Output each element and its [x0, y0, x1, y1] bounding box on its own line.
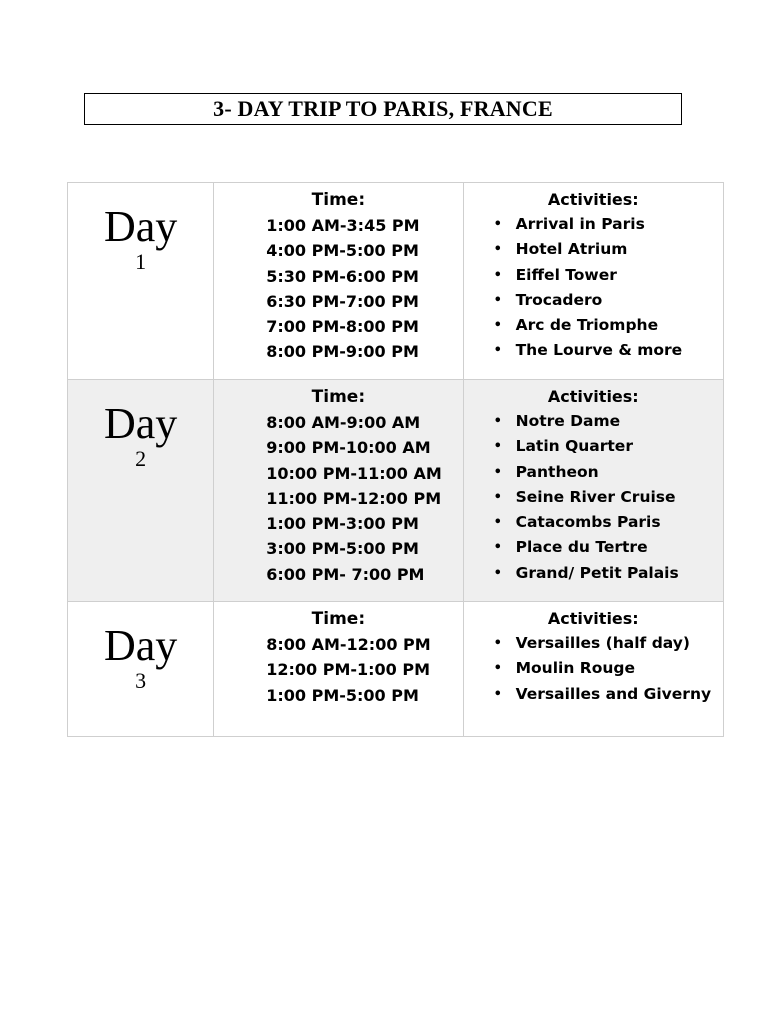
activity-item	[464, 631, 723, 656]
time-slot: 8:00 PM-9:00 PM	[266, 342, 419, 362]
time-cell	[214, 183, 463, 380]
activity-label: Eiffel Tower	[515, 265, 617, 284]
time-slot: 6:00 PM- 7:00 PM	[266, 564, 425, 584]
activity-label: Versailles and Giverny	[515, 684, 712, 703]
activities-header: Activities:	[547, 190, 639, 209]
bullet-icon: •	[493, 661, 502, 677]
activity-item	[464, 510, 723, 535]
activity-item	[464, 212, 723, 237]
activities-cell	[463, 602, 723, 737]
time-header: Time:	[311, 609, 366, 629]
activities-cell	[463, 380, 723, 602]
day-number: 1	[135, 249, 147, 274]
bullet-icon: •	[493, 515, 502, 531]
time-slot: 7:00 PM-8:00 PM	[266, 317, 419, 337]
bullet-icon: •	[493, 318, 502, 334]
day-row	[68, 183, 724, 380]
activity-item	[464, 460, 723, 485]
activity-label: Place du Tertre	[515, 538, 648, 557]
activity-item	[464, 682, 723, 707]
time-slot: 10:00 PM-11:00 AM	[266, 463, 442, 483]
day-label: Day	[103, 202, 178, 251]
bullet-icon: •	[493, 242, 502, 258]
bullet-icon: •	[493, 489, 502, 505]
activity-item	[464, 535, 723, 560]
day-label: Day	[103, 399, 178, 448]
activities-header: Activities:	[547, 387, 639, 406]
activity-label: Catacombs Paris	[515, 513, 661, 532]
time-slot: 6:30 PM-7:00 PM	[266, 291, 419, 311]
activities-cell	[463, 183, 723, 380]
bullet-icon: •	[493, 217, 502, 232]
activity-item	[464, 656, 723, 681]
time-slot: 11:00 PM-12:00 PM	[266, 488, 442, 508]
time-slot: 1:00 AM-3:45 PM	[266, 216, 420, 235]
time-slot: 9:00 PM-10:00 AM	[266, 438, 431, 458]
bullet-icon: •	[493, 292, 502, 308]
activity-item	[464, 263, 723, 288]
activity-label: Latin Quarter	[515, 437, 633, 456]
activity-label: Versailles (half day)	[515, 634, 690, 652]
time-slot: 1:00 PM-5:00 PM	[266, 685, 419, 705]
day-row	[68, 602, 724, 737]
time-slot: 4:00 PM-5:00 PM	[266, 241, 419, 261]
bullet-icon: •	[493, 464, 502, 480]
day-label: Day	[103, 621, 178, 670]
bullet-icon: •	[493, 686, 502, 702]
activity-label: Notre Dame	[515, 412, 621, 430]
time-slot: 12:00 PM-1:00 PM	[266, 660, 431, 680]
itinerary-table	[67, 182, 724, 737]
day-number: 3	[135, 668, 147, 693]
time-slot: 8:00 AM-9:00 AM	[266, 413, 421, 432]
bullet-icon: •	[493, 565, 502, 581]
time-header: Time:	[311, 387, 366, 407]
activity-item	[464, 409, 723, 434]
bullet-icon: •	[493, 343, 502, 359]
activities-list	[464, 631, 723, 707]
day-row	[68, 380, 724, 602]
activity-label: Grand/ Petit Palais	[515, 563, 679, 582]
page-title: 3- DAY TRIP TO PARIS, FRANCE	[84, 93, 682, 125]
day-cell	[68, 602, 214, 737]
activity-item	[464, 288, 723, 313]
activity-label: The Lourve & more	[515, 341, 683, 360]
bullet-icon: •	[493, 267, 502, 283]
activity-item	[464, 338, 723, 363]
activities-list	[464, 212, 723, 364]
time-slot: 5:30 PM-6:00 PM	[266, 266, 419, 286]
activity-label: Hotel Atrium	[515, 240, 628, 259]
day-cell	[68, 380, 214, 602]
activity-label: Arc de Triomphe	[515, 316, 659, 335]
activity-item	[464, 237, 723, 262]
time-slot: 8:00 AM-12:00 PM	[266, 635, 431, 654]
time-slot: 1:00 PM-3:00 PM	[266, 514, 419, 534]
activity-label: Trocadero	[515, 290, 603, 309]
time-cell	[214, 602, 463, 737]
time-header: Time:	[311, 190, 366, 210]
bullet-icon: •	[493, 414, 502, 429]
bullet-icon: •	[493, 540, 502, 556]
activity-label: Moulin Rouge	[515, 659, 635, 678]
activity-label: Pantheon	[515, 462, 599, 481]
activity-label: Seine River Cruise	[515, 487, 676, 506]
activity-item	[464, 434, 723, 459]
activity-label: Arrival in Paris	[515, 215, 645, 233]
activities-list	[464, 409, 723, 586]
time-cell	[214, 380, 463, 602]
day-cell	[68, 183, 214, 380]
activity-item	[464, 561, 723, 586]
day-number: 2	[135, 446, 147, 471]
activities-header: Activities:	[547, 609, 639, 628]
bullet-icon: •	[493, 636, 502, 651]
time-slot: 3:00 PM-5:00 PM	[266, 539, 419, 559]
bullet-icon: •	[493, 439, 502, 455]
activity-item	[464, 313, 723, 338]
activity-item	[464, 485, 723, 510]
